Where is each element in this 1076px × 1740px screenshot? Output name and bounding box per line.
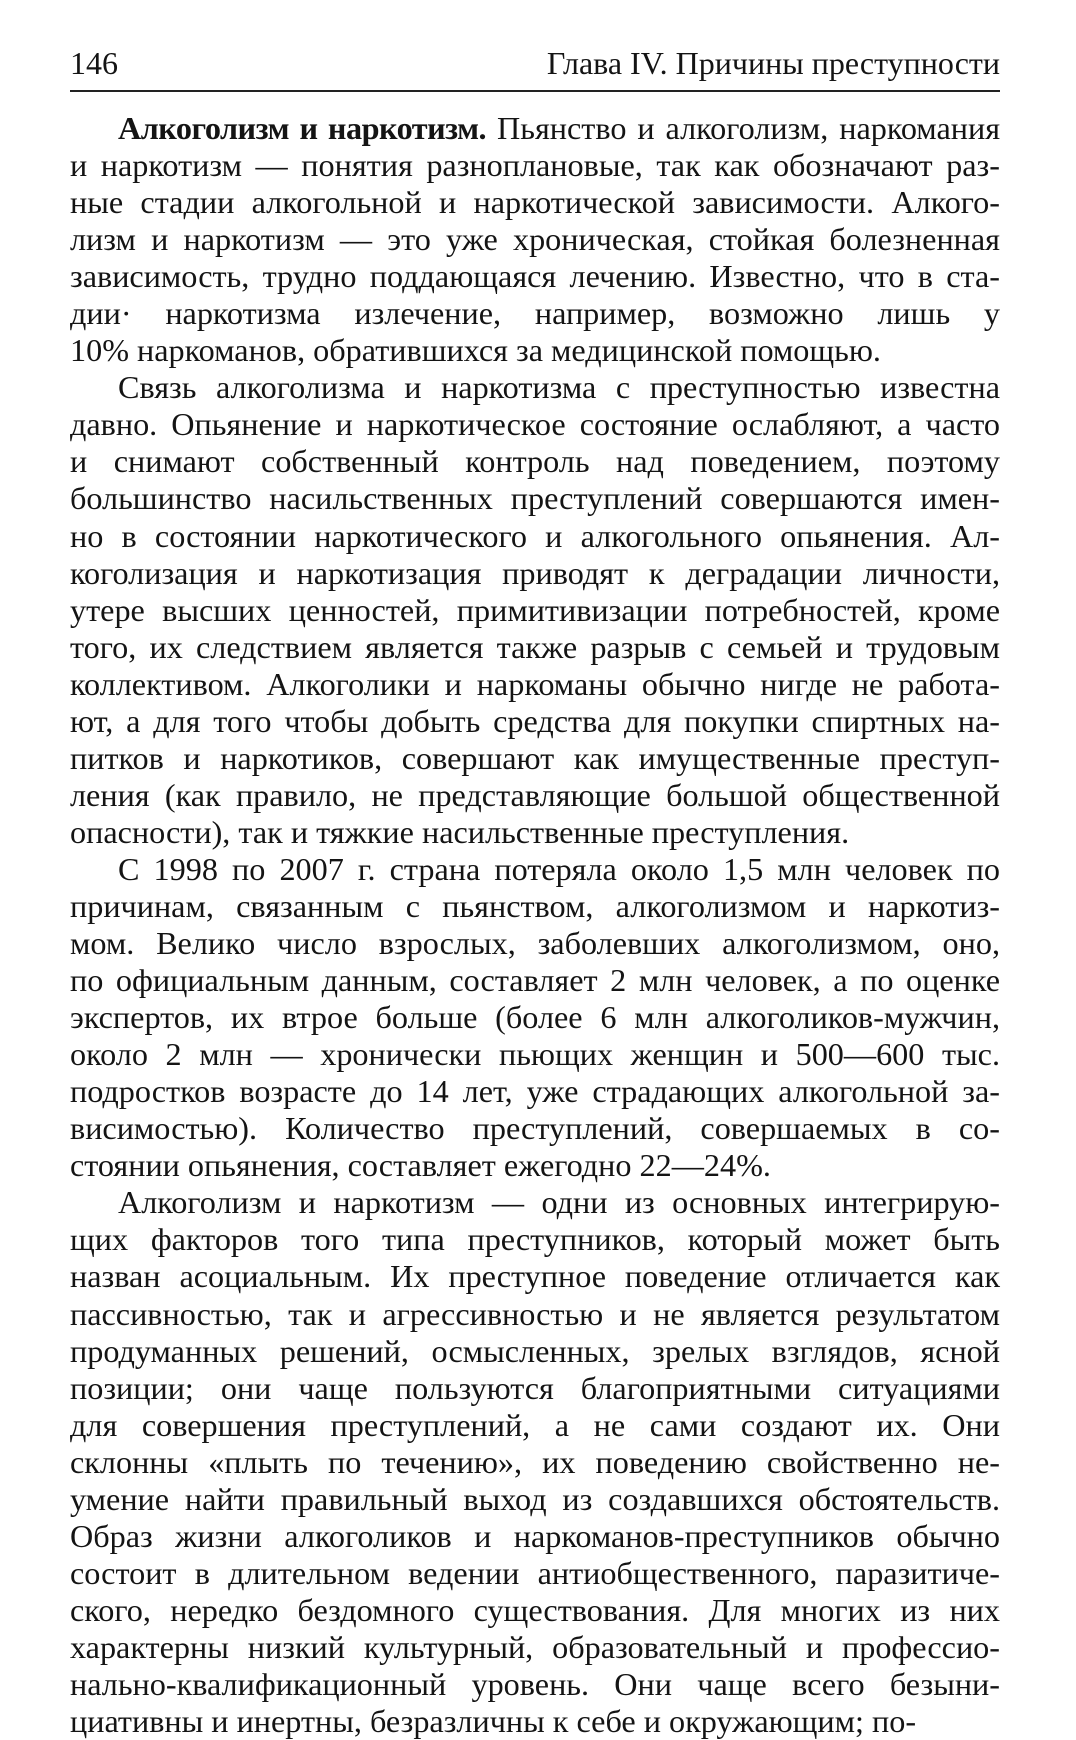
- line-text: нально-квалификационный уровень. Они чаще всего безыни-: [70, 1665, 1000, 1702]
- running-title: Глава IV. Причины преступности: [546, 45, 1000, 81]
- text-line: [70, 629, 1000, 666]
- text-line: [70, 480, 1000, 517]
- line-text: Образ жизни алкоголиков и наркоманов-преступников обычно: [70, 1517, 1000, 1554]
- line-text: щих факторов того типа преступников, который может быть: [70, 1221, 1000, 1258]
- line-text: питков и наркотиков, совершают как имущественные преступ-: [70, 739, 1000, 776]
- text-line: [70, 888, 1000, 925]
- line-text: опасности), так и тяжкие насильственные преступления.: [70, 813, 850, 850]
- text-line: [70, 1147, 1000, 1184]
- line-text: коллективом. Алкоголики и наркоманы обычно нигде не работа-: [70, 665, 1000, 702]
- line-text: стоянии опьянения, составляет ежегодно 22—24%.: [70, 1147, 771, 1184]
- line-text: циативны и инертны, безразличны к себе и окружающим; по-: [70, 1703, 917, 1740]
- text-line: [70, 369, 1000, 406]
- line-text: давно. Опьянение и наркотическое состояние ослабляют, а часто: [70, 406, 1000, 443]
- line-text: коголизация и наркотизация приводят к деградации личности,: [70, 554, 1000, 591]
- text-line: [70, 443, 1000, 480]
- line-text: экспертов, их втрое больше (более 6 млн алкоголиков-мужчин,: [70, 999, 1000, 1036]
- text-line: [70, 1184, 1000, 1221]
- line-text: позиции; они чаще пользуются благоприятными ситуациями: [70, 1369, 1000, 1406]
- text-line: [70, 221, 1000, 258]
- line-text: около 2 млн — хронически пьющих женщин и 500—600 тыс.: [70, 1036, 1000, 1073]
- page-header: [70, 40, 1000, 92]
- text-line: [70, 1110, 1000, 1147]
- text-line: [70, 518, 1000, 555]
- line-text: продуманных решений, осмысленных, зрелых взглядов, ясной: [70, 1332, 1000, 1369]
- section-runin-heading: Алкоголизм и наркотизм.: [118, 110, 487, 146]
- text-line: [70, 1258, 1000, 1295]
- line-text: ского, нередко бездомного существования. Для многих из них: [70, 1591, 1000, 1628]
- line-text: но в состоянии наркотического и алкогольного опьянения. Ал-: [70, 517, 1000, 554]
- text-line: [70, 1666, 1000, 1703]
- text-line: [70, 1073, 1000, 1110]
- text-line: [70, 184, 1000, 221]
- paragraph: [70, 369, 1000, 851]
- line-text: состоит в длительном ведении антиобщественного, паразитиче-: [70, 1554, 1000, 1591]
- line-text: ления (как правило, не представляющие большой общественной: [70, 776, 1000, 813]
- text-line: [70, 1481, 1000, 1518]
- line-text: для совершения преступлений, а не сами создают их. Они: [70, 1406, 1000, 1443]
- text-line: [70, 1629, 1000, 1666]
- text-line: [70, 295, 1000, 332]
- line-text: Алкоголизм и наркотизм — одни из основных интегрирую-: [118, 1184, 1000, 1221]
- text-line: [70, 1333, 1000, 1370]
- text-line: [70, 814, 1000, 851]
- line-text: мом. Велико число взрослых, заболевших алкоголизмом, оно,: [70, 925, 1000, 962]
- line-text: Связь алкоголизма и наркотизма с преступностью известна: [118, 369, 1000, 406]
- paragraph: [70, 1184, 1000, 1740]
- text-line: [70, 1370, 1000, 1407]
- text-line: [70, 1592, 1000, 1629]
- line-text: склонны «плыть по течению», их поведению свойственно не-: [70, 1443, 1000, 1480]
- line-text: ют, а для того чтобы добыть средства для покупки спиртных на-: [70, 702, 1000, 739]
- body-text: [70, 110, 1000, 1740]
- text-line: [70, 1444, 1000, 1481]
- text-line: [70, 999, 1000, 1036]
- line-text: лизм и наркотизм — это уже хроническая, стойкая болезненная: [70, 221, 1000, 258]
- line-text: ные стадии алкогольной и наркотической зависимости. Алкого-: [70, 184, 1000, 221]
- line-text: и снимают собственный контроль над поведением, поэтому: [70, 443, 1000, 480]
- line-text: 10% наркоманов, обратившихся за медицинской помощью.: [70, 332, 881, 369]
- line-text: того, их следствием является также разрыв с семьей и трудовым: [70, 628, 1000, 665]
- book-page: [70, 40, 1000, 1740]
- text-line: [70, 258, 1000, 295]
- line-text: подростков возрасте до 14 лет, уже страдающих алкогольной за-: [70, 1073, 1000, 1110]
- text-line: [70, 555, 1000, 592]
- text-line: [70, 1036, 1000, 1073]
- text-line: [70, 1221, 1000, 1258]
- text-line: [70, 1407, 1000, 1444]
- line-text: висимостью). Количество преступлений, совершаемых в со-: [70, 1110, 1000, 1147]
- text-line: [70, 851, 1000, 888]
- text-line: [70, 703, 1000, 740]
- text-line: [70, 1296, 1000, 1333]
- text-line: [70, 740, 1000, 777]
- line-text: утере высших ценностей, примитивизации потребностей, кроме: [70, 591, 1000, 628]
- text-line: [70, 592, 1000, 629]
- line-text: зависимость, трудно поддающаяся лечению. Известно, что в ста-: [70, 258, 1000, 295]
- text-line: [70, 1555, 1000, 1592]
- line-text: назван асоциальным. Их преступное поведение отличается как: [70, 1258, 1000, 1295]
- paragraph: [70, 851, 1000, 1184]
- line-text: Пьянство и алкоголизм, наркомания: [497, 110, 1000, 146]
- line-text: умение найти правильный выход из создавшихся обстоятельств.: [70, 1480, 1000, 1517]
- text-line: [70, 1518, 1000, 1555]
- line-text: и наркотизм — понятия разноплановые, так как обозначают раз-: [70, 147, 1000, 184]
- line-text: пассивностью, так и агрессивностью и не является результатом: [70, 1295, 1000, 1332]
- text-line: [70, 1703, 1000, 1740]
- line-text: дии· наркотизма излечение, например, возможно лишь у: [70, 295, 1000, 332]
- line-text: большинство насильственных преступлений совершаются имен-: [70, 480, 1000, 517]
- text-line: [70, 147, 1000, 184]
- line-text: С 1998 по 2007 г. страна потеряла около 1,5 млн человек по: [118, 850, 1000, 887]
- page-number: 146: [70, 45, 118, 81]
- text-line: [70, 332, 1000, 369]
- text-line: [70, 110, 1000, 147]
- text-line: [70, 962, 1000, 999]
- line-text: характерны низкий культурный, образовательный и профессио-: [70, 1628, 1000, 1665]
- text-line: [70, 925, 1000, 962]
- text-line: [70, 777, 1000, 814]
- line-text: по официальным данным, составляет 2 млн человек, а по оценке: [70, 962, 1000, 999]
- text-line: [70, 666, 1000, 703]
- text-line: [70, 406, 1000, 443]
- paragraph: [70, 110, 1000, 369]
- line-text: причинам, связанным с пьянством, алкоголизмом и наркотиз-: [70, 887, 1000, 924]
